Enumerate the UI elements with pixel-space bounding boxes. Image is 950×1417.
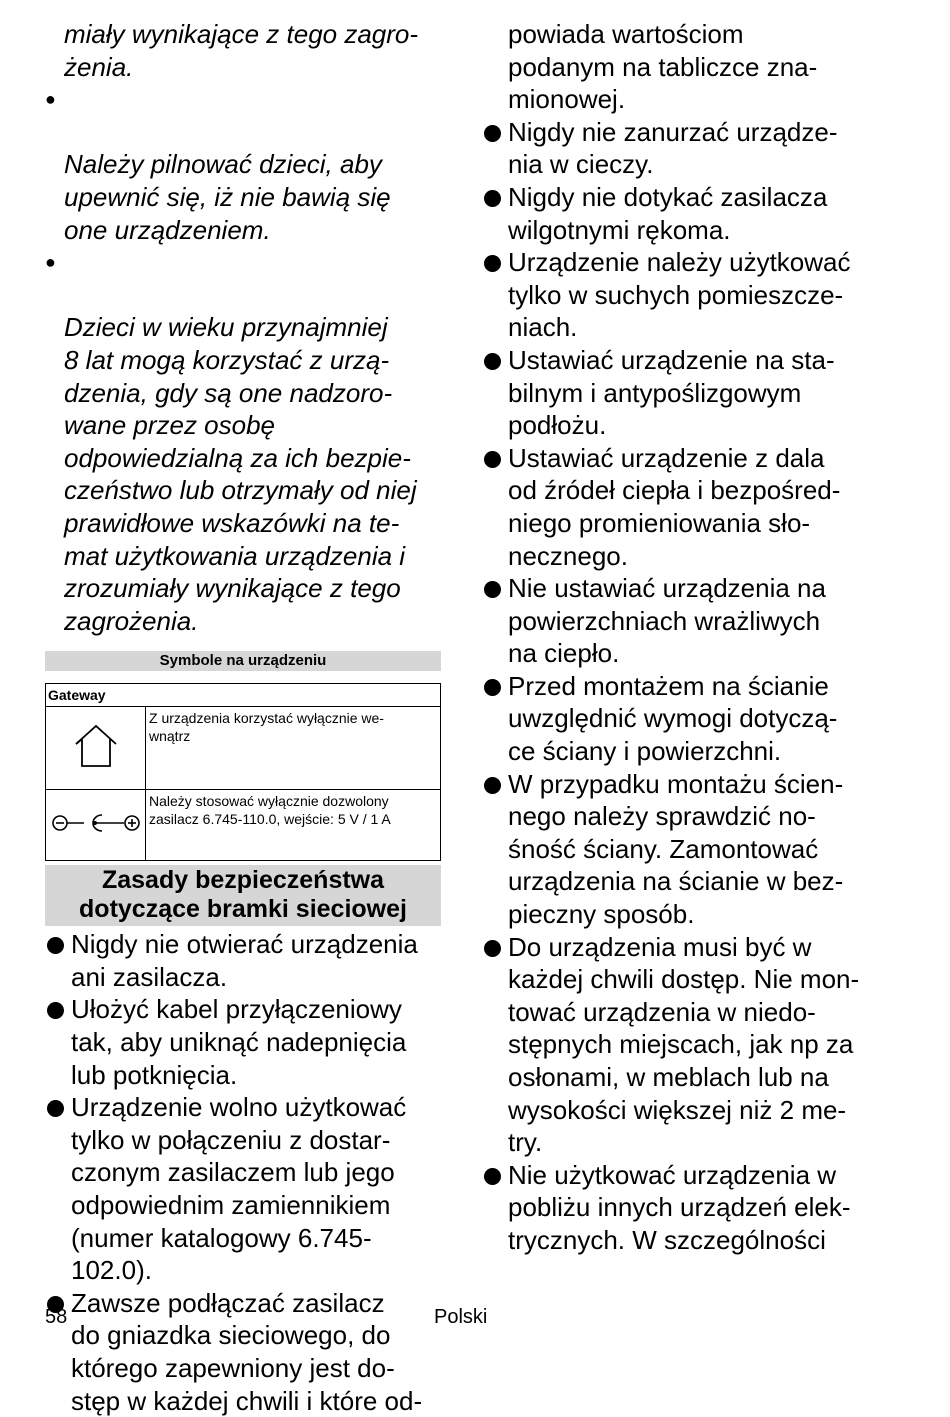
bullet-dot-icon <box>484 777 501 794</box>
list-item-text: Urządzenie należy użytkować tylko w suchych pomieszcze- niach. <box>508 247 851 343</box>
bullet-dot-icon <box>484 255 501 272</box>
list-item-text: Do urządzenia musi być w każdej chwili dostęp. Nie mon- tować urządzenia w niedo- stępnych miejscach, jak np za osłonami, w meblach lub na wysokości większej niż 2 me- try. <box>508 931 860 1158</box>
list-item <box>482 246 902 344</box>
bullet-dot-icon: ● <box>45 252 56 273</box>
symbol-cell <box>46 790 146 861</box>
safety-heading-line: dotyczące bramki sieciowej <box>79 895 407 924</box>
list-item <box>482 670 902 768</box>
bullet-dot-icon <box>484 940 501 957</box>
list-item-text: Nie użytkować urządzenia w pobliżu innych urządzeń elek- trycznych. W szczególności <box>508 1159 851 1255</box>
list-item-text: Urządzenie wolno użytkować tylko w połączeniu z dostar- czonym zasilaczem lub jego odpowiednim zamiennikiem (numer katalogowy 6.745- 102.0). <box>71 1092 407 1286</box>
list-item-text: W przypadku montażu ścien- nego należy sprawdzić no- śność ściany. Zamontować urządzenia na ścianie w bez- pieczny sposób. <box>508 768 844 930</box>
list-item <box>45 928 445 993</box>
bullet-dot-icon <box>484 190 501 207</box>
list-item <box>45 993 445 1091</box>
list-item-text: Ułożyć kabel przyłączeniowy tak, aby uniknąć nadepnięcia lub potknięcia. <box>71 994 407 1090</box>
list-item <box>45 1287 445 1417</box>
list-item-text: Nigdy nie dotykać zasilacza wilgotnymi rękoma. <box>508 181 828 245</box>
list-item-text: Przed montażem na ścianie uwzględnić wymogi dotyczą- ce ściany i powierzchni. <box>508 670 838 767</box>
bullet-dot-icon <box>47 1100 64 1117</box>
bullet-dot-icon: ● <box>45 89 56 110</box>
right-column <box>482 18 902 1257</box>
bullet-dot-icon <box>484 451 501 468</box>
list-item-text: Nigdy nie zanurzać urządze- nia w cieczy. <box>508 116 838 180</box>
table-row <box>46 790 441 861</box>
intro-bullet <box>45 83 445 246</box>
list-item <box>482 931 902 1159</box>
symbols-heading: Symbole na urządzeniu <box>45 651 441 671</box>
list-item-text: Ustawiać urządzenie na sta- bilnym i antypoślizgowym podłożu. <box>508 344 835 441</box>
safety-heading-line: Zasady bezpieczeństwa <box>101 866 385 895</box>
list-item <box>482 768 902 931</box>
symbols-table <box>45 683 441 861</box>
bullet-dot-icon <box>47 1002 64 1019</box>
list-item-text: Ustawiać urządzenie z dala od źródeł ciepła i bezpośred- niego promieniowania sło- necznego. <box>508 442 841 571</box>
symbol-cell <box>46 707 146 790</box>
list-item <box>482 572 902 670</box>
page-number: 58 <box>45 1306 68 1328</box>
intro-continuation: miały wynikające z tego zagro- żenia. <box>64 19 419 82</box>
list-item-text: Nie ustawiać urządzenia na powierzchniach wrażliwych na ciepło. <box>508 573 826 669</box>
bullet-dot-icon <box>484 125 501 142</box>
symbols-table-header: Gateway <box>46 684 441 707</box>
bullet-dot-icon <box>47 937 64 954</box>
table-row <box>46 707 441 790</box>
intro-bullet <box>45 246 445 637</box>
list-item-text: Nigdy nie otwierać urządzenia ani zasilacza. <box>71 929 418 992</box>
footer-language: Polski <box>434 1306 488 1328</box>
intro-bullet-text: Dzieci w wieku przynajmniej 8 lat mogą korzystać z urzą- dzenia, gdy są one nadzoro- wane przez osobę odpowiedzialną za ich bezpie- czeństwo lub otrzymały od niej prawidłowe wskazówki na te- mat użytkowania urządzenia i zrozumiały wynikające z tego zagrożenia. <box>64 312 417 636</box>
house-icon <box>68 722 124 770</box>
bullet-dot-icon <box>484 353 501 370</box>
symbol-description: Z urządzenia korzystać wyłącznie we- wnątrz <box>146 707 441 790</box>
list-item <box>482 1159 902 1257</box>
dc-polarity-icon <box>50 811 142 835</box>
right-continuation: powiada wartościom podanym na tabliczce zna- mionowej. <box>508 19 818 115</box>
list-item <box>45 1091 445 1287</box>
list-item-text: Zawsze podłączać zasilacz do gniazdka sieciowego, do którego zapewniony jest do- stęp w każdej chwili i które od- <box>71 1287 423 1416</box>
bullet-dot-icon <box>484 1168 501 1185</box>
safety-heading <box>45 865 441 926</box>
symbol-description: Należy stosować wyłącznie dozwolony zasilacz 6.745-110.0, wejście: 5 V / 1 A <box>146 790 441 861</box>
list-item <box>482 442 902 572</box>
list-item <box>482 116 902 181</box>
bullet-dot-icon <box>484 581 501 598</box>
intro-bullet-text: Należy pilnować dzieci, aby upewnić się, iż nie bawią się one urządzeniem. <box>64 149 391 245</box>
left-column <box>45 18 445 1417</box>
safety-list-left <box>45 928 445 1417</box>
list-item <box>482 181 902 246</box>
bullet-dot-icon <box>484 679 501 696</box>
list-item <box>482 344 902 442</box>
intro-italic <box>45 18 445 637</box>
